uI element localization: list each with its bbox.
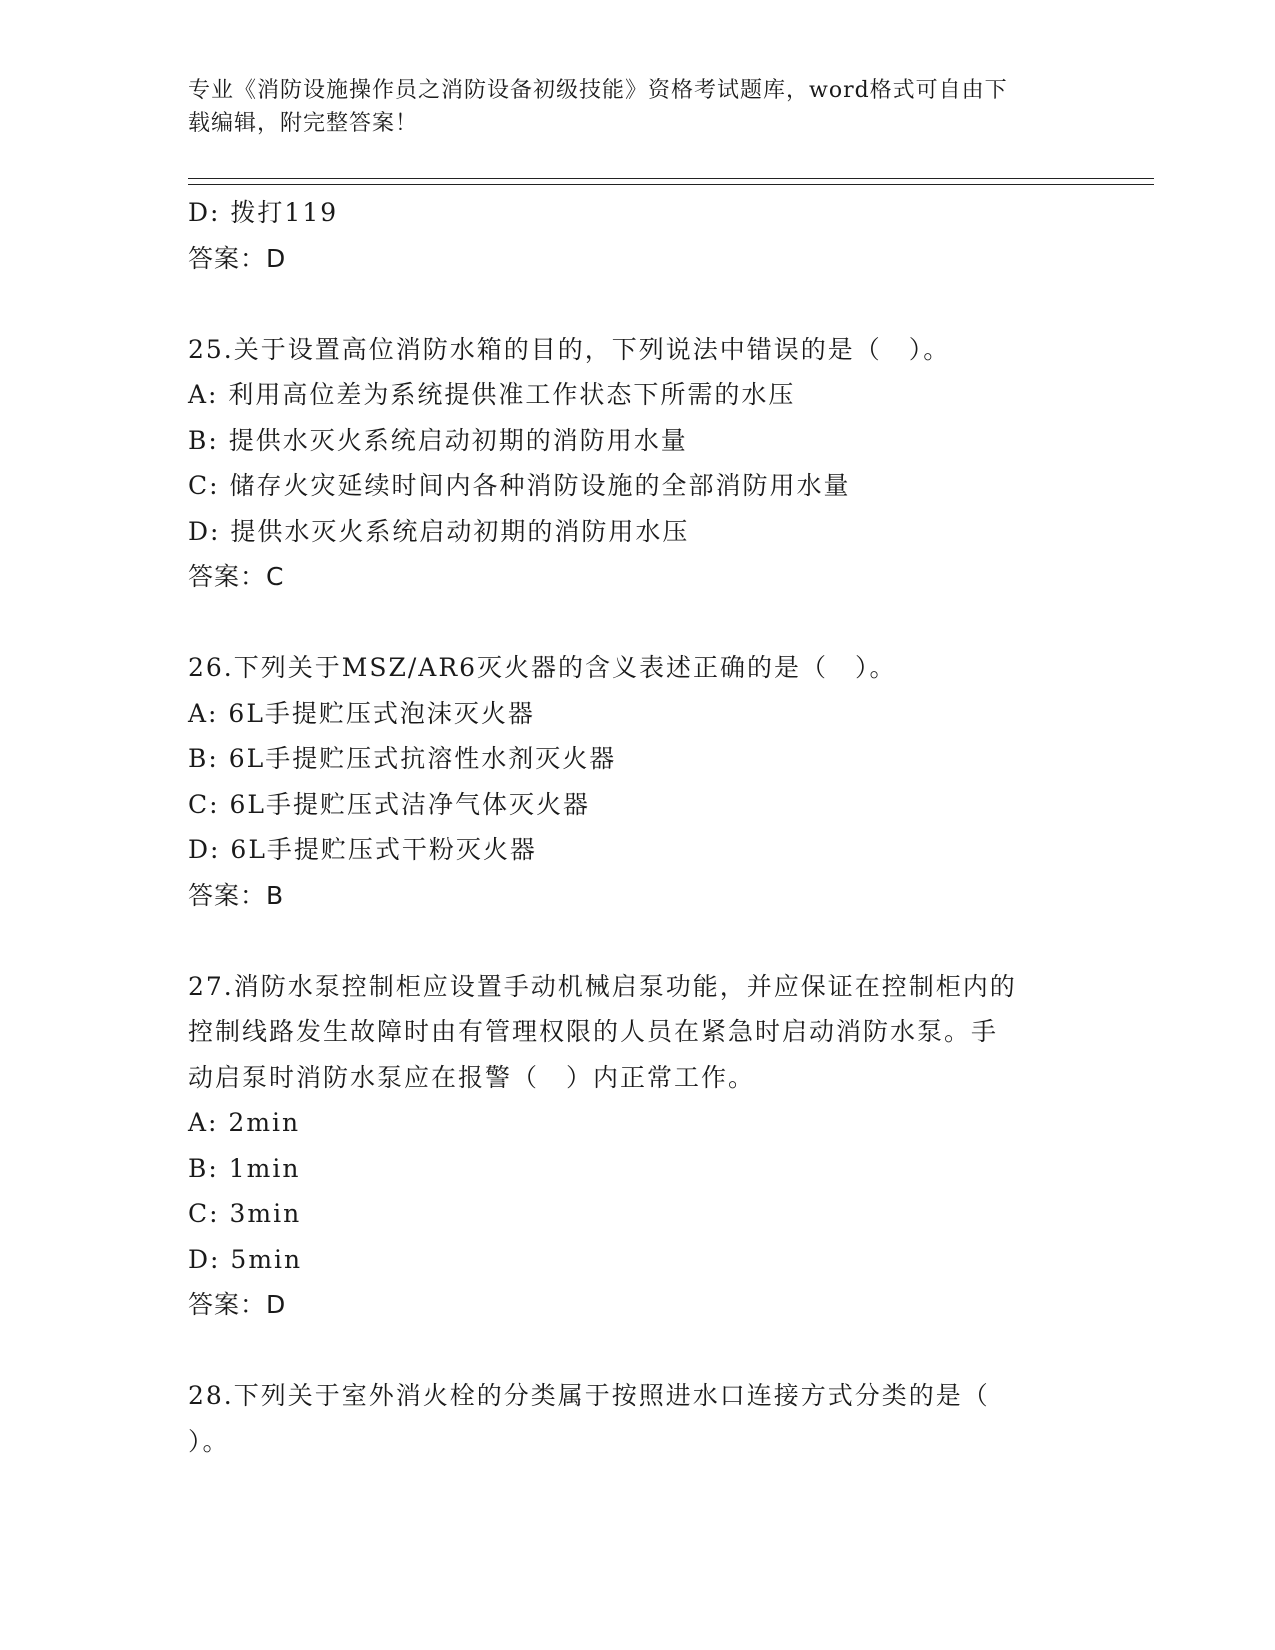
prev-option-d: D: 拨打119: [188, 198, 339, 227]
answer: 答案：C: [188, 562, 285, 591]
header-divider-bottom: [188, 184, 1154, 185]
answer: 答案：D: [188, 1290, 287, 1319]
header-line-1: 专业《消防设施操作员之消防设备初级技能》资格考试题库，word格式可自由下: [188, 78, 1008, 103]
question-stem-line-1: 27.消防水泵控制柜应设置手动机械启泵功能，并应保证在控制柜内的: [188, 971, 1017, 1001]
answer: 答案：B: [188, 880, 285, 910]
question-25: [188, 327, 1088, 600]
question-stem-line-3: 动启泵时消防水泵应在报警（ ）内正常工作。: [188, 1062, 756, 1092]
question-26: [188, 645, 1088, 918]
prev-answer: 答案：D: [188, 243, 287, 273]
question-stem-line-2: 控制线路发生故障时由有管理权限的人员在紧急时启动消防水泵。手: [188, 1017, 999, 1046]
question-stem-line-1: 28.下列关于室外消火栓的分类属于按照进水口连接方式分类的是（: [188, 1381, 990, 1410]
question-content: [188, 190, 1088, 1464]
option-a: A: 6L手提贮压式泡沫灭火器: [188, 698, 535, 728]
option-c: C: 6L手提贮压式洁净气体灭火器: [188, 789, 591, 819]
question-stem: 25.关于设置高位消防水箱的目的，下列说法中错误的是（ ）。: [188, 334, 951, 364]
header-divider-top: [188, 178, 1154, 179]
spacer: [188, 281, 1088, 327]
spacer: [188, 600, 1088, 646]
question-28: [188, 1373, 1088, 1464]
spacer: [188, 918, 1088, 964]
document-header: [188, 74, 1088, 140]
question-stem: 26.下列关于MSZ/AR6灭火器的含义表述正确的是（ ）。: [188, 653, 897, 682]
option-d: D: 6L手提贮压式干粉灭火器: [188, 835, 537, 864]
option-a: A: 2min: [188, 1108, 301, 1137]
option-c: C: 3min: [188, 1199, 302, 1228]
option-d: D: 5min: [188, 1244, 303, 1274]
question-27: [188, 964, 1088, 1328]
option-b: B: 提供水灭火系统启动初期的消防用水量: [188, 425, 688, 455]
spacer: [188, 1328, 1088, 1374]
option-d: D: 提供水灭火系统启动初期的消防用水压: [188, 516, 690, 546]
option-b: B: 1min: [188, 1153, 301, 1183]
option-a: A: 利用高位差为系统提供准工作状态下所需的水压: [188, 380, 796, 409]
question-stem-line-2: ）。: [188, 1426, 230, 1456]
header-line-2: 载编辑，附完整答案！: [188, 111, 419, 136]
option-b: B: 6L手提贮压式抗溶性水剂灭火器: [188, 744, 617, 773]
option-c: C: 储存火灾延续时间内各种消防设施的全部消防用水量: [188, 471, 851, 500]
